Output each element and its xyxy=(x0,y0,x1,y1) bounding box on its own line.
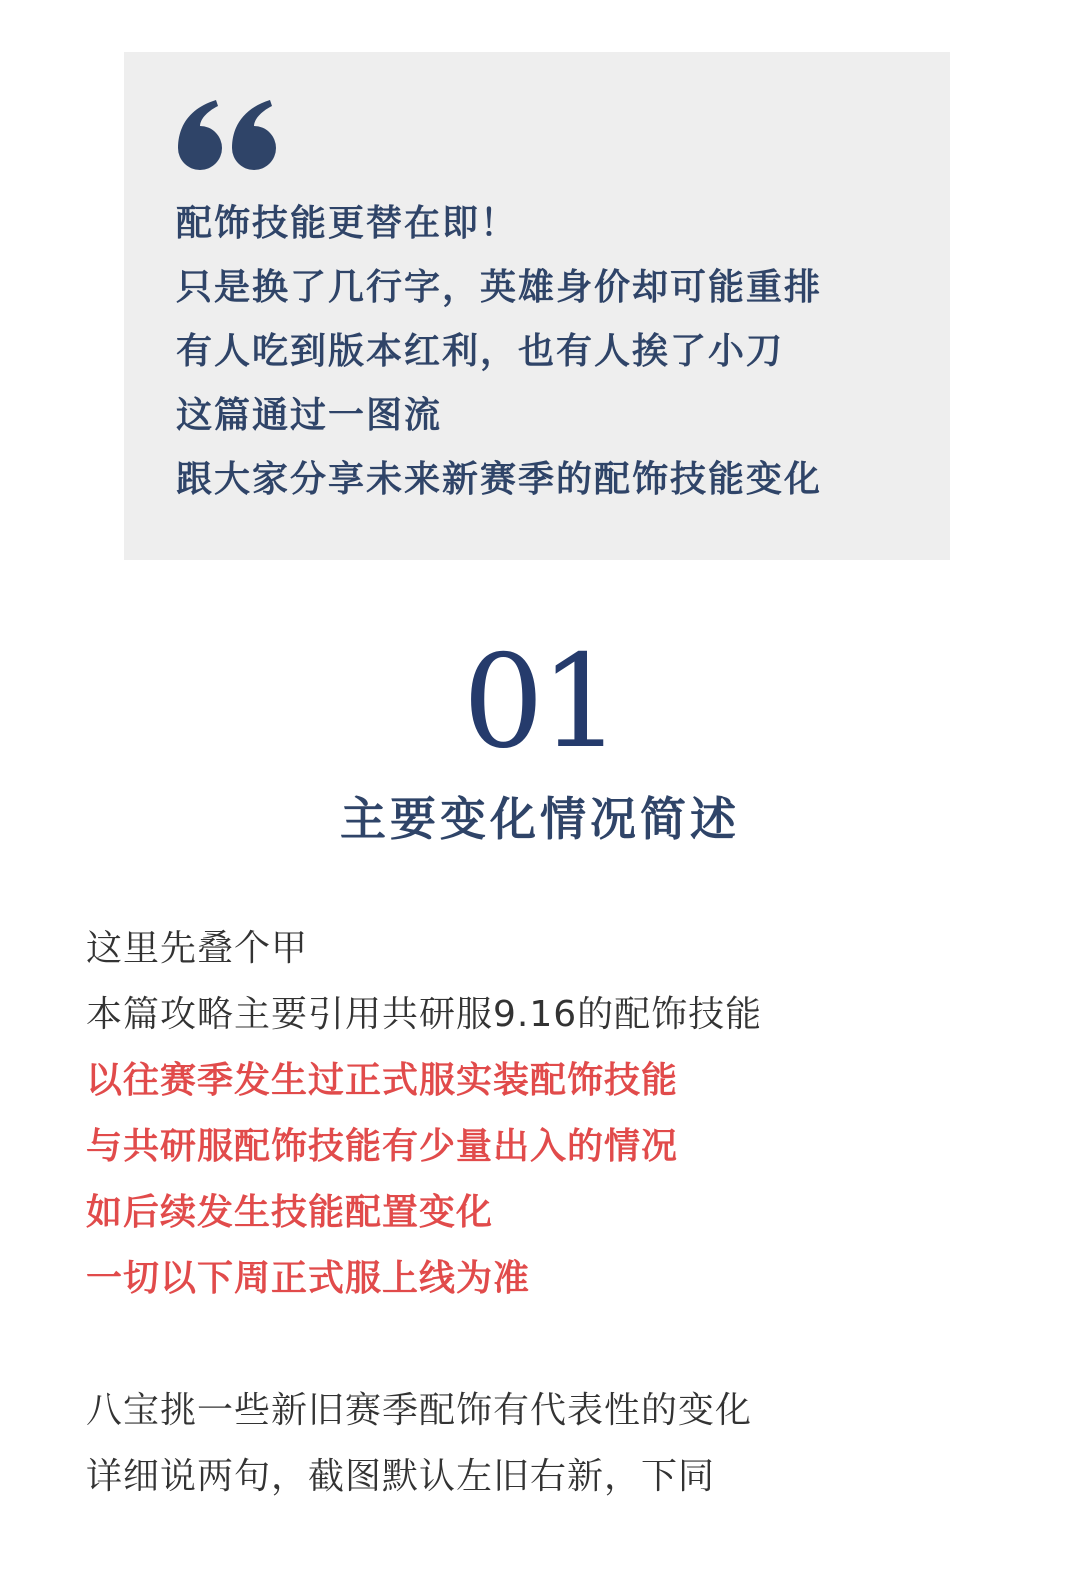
quote-line: 配饰技能更替在即！ xyxy=(176,203,519,244)
section-title: 主要变化情况简述 xyxy=(340,792,740,846)
section-number: 01 xyxy=(462,628,618,777)
body-line: 本篇攻略主要引用共研服9.16的配饰技能 xyxy=(86,994,763,1035)
quote-text xyxy=(176,192,822,512)
highlight-line: 与共研服配饰技能有少量出入的情况 xyxy=(86,1126,679,1167)
highlight-line: 以往赛季发生过正式服实装配饰技能 xyxy=(86,1060,679,1101)
quote-line: 有人吃到版本红利，也有人挨了小刀 xyxy=(176,331,785,372)
body-line: 这里先叠个甲 xyxy=(86,928,309,969)
quote-line: 这篇通过一图流 xyxy=(176,395,443,436)
highlight-line: 如后续发生技能配置变化 xyxy=(86,1192,494,1233)
body-line: 八宝挑一些新旧赛季配饰有代表性的变化 xyxy=(86,1390,753,1431)
quote-line: 跟大家分享未来新赛季的配饰技能变化 xyxy=(176,459,823,500)
intro-paragraph xyxy=(86,1378,752,1510)
disclaimer-paragraph xyxy=(86,916,762,1312)
quote-mark-icon xyxy=(176,100,280,170)
highlight-line: 一切以下周正式服上线为准 xyxy=(86,1258,531,1299)
body-line: 详细说两句，截图默认左旧右新，下同 xyxy=(86,1456,716,1497)
quote-line: 只是换了几行字，英雄身价却可能重排 xyxy=(176,267,823,308)
quote-box xyxy=(124,52,950,560)
